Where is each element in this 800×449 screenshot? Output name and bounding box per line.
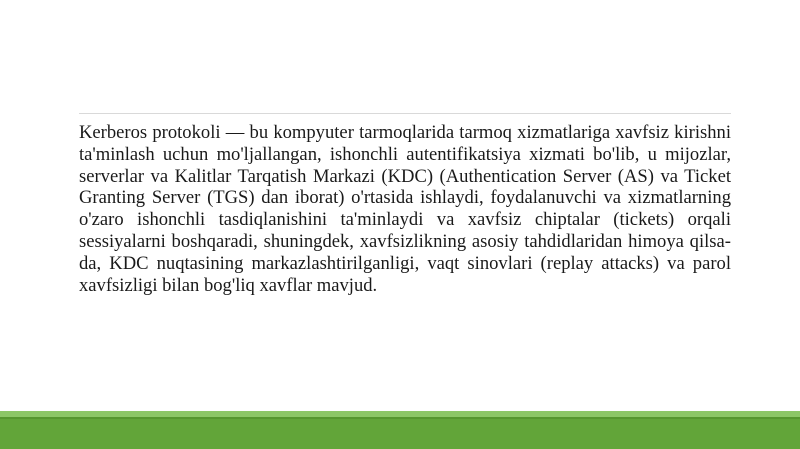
footer-band-shadow [0, 417, 800, 419]
slide-body-paragraph: Kerberos protokoli — bu kompyuter tarmoqlarida tarmoq xizmatlariga xavfsiz kirishni ta'minlash uchun mo'ljallangan, ishonchli autentifikatsiya xizmati bo'lib, u mijozlar, serverlar va Kalitlar Tarqatish Markazi (KDC) (Authentication Server (AS) va Ticket Granting Server (TGS) dan iborat) o'rtasida ishlaydi, foydalanuvchi va xizmatlarning o'zaro ishonchli tasdiqlanishini ta'minlaydi va xavfsiz chiptalar (tickets) orqali sessiyalarni boshqaradi, shuningdek, xavfsizlikning asosiy tahdidlaridan himoya qilsa-da, KDC nuqtasining markazlashtirilganligi, vaqt sinovlari (replay attacks) va parol xavfsizligi bilan bog'liq xavflar mavjud. [79, 122, 731, 296]
title-divider [79, 113, 731, 114]
